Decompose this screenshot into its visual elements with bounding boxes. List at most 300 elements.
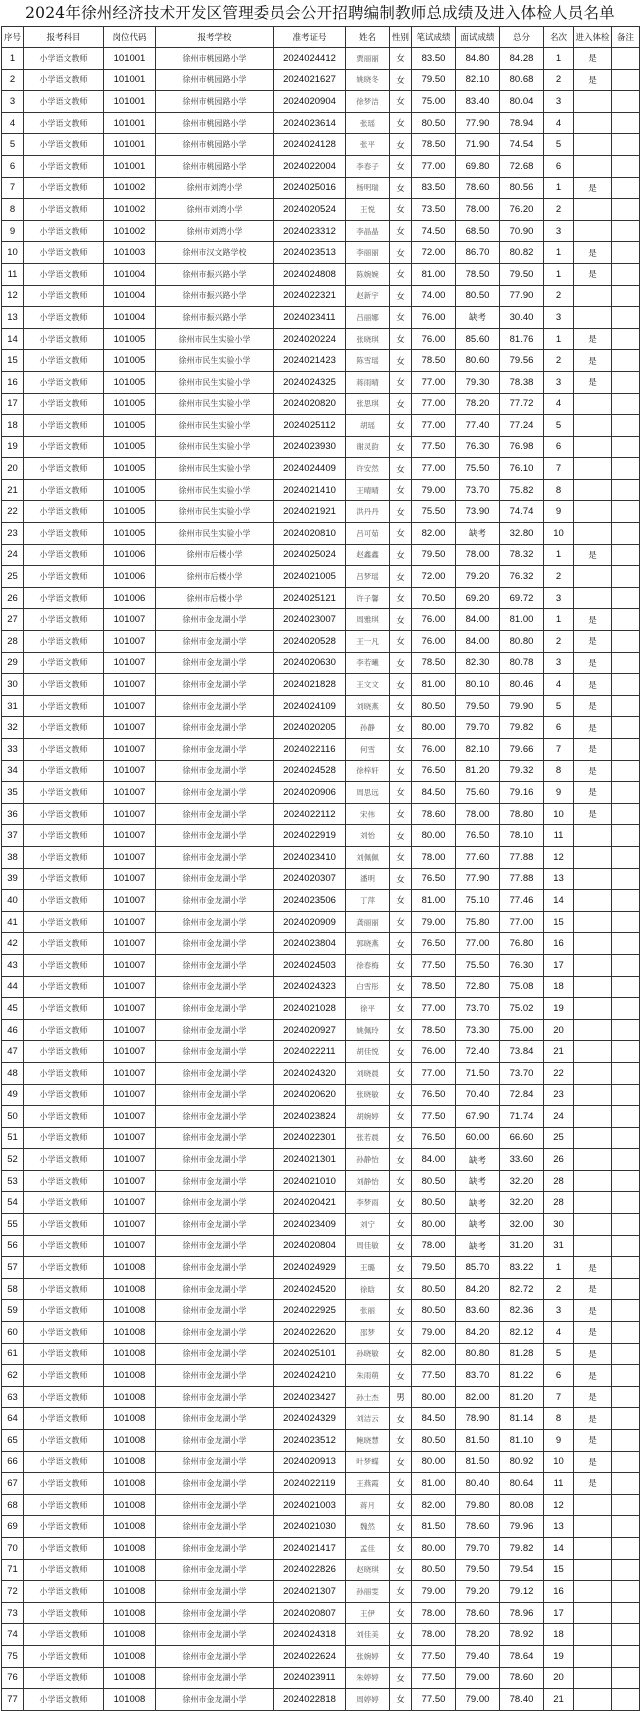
cell-seq: 32 bbox=[2, 717, 24, 739]
cell-physical-exam: 是 bbox=[574, 371, 612, 393]
cell-written-score: 76.00 bbox=[412, 739, 456, 761]
cell-written-score: 73.50 bbox=[412, 199, 456, 221]
cell-physical-exam bbox=[574, 846, 612, 868]
cell-written-score: 76.50 bbox=[412, 760, 456, 782]
cell-interview-score: 79.40 bbox=[456, 1645, 500, 1667]
cell-gender: 女 bbox=[390, 1084, 412, 1106]
cell-rank: 1 bbox=[544, 1257, 574, 1279]
cell-post-code: 101005 bbox=[104, 350, 156, 372]
cell-rank: 24 bbox=[544, 1106, 574, 1128]
cell-name: 刘晓晨 bbox=[346, 1062, 390, 1084]
table-row bbox=[2, 566, 640, 588]
cell-physical-exam bbox=[574, 825, 612, 847]
cell-remark bbox=[612, 695, 640, 717]
cell-written-score: 70.50 bbox=[412, 587, 456, 609]
cell-remark bbox=[612, 523, 640, 545]
cell-remark bbox=[612, 1084, 640, 1106]
cell-total-score: 32.20 bbox=[500, 1192, 544, 1214]
table-row bbox=[2, 307, 640, 329]
cell-school: 徐州市金龙湖小学 bbox=[156, 1084, 274, 1106]
cell-rank: 17 bbox=[544, 1602, 574, 1624]
cell-physical-exam bbox=[574, 1516, 612, 1538]
cell-physical-exam bbox=[574, 285, 612, 307]
cell-school: 徐州市桃园路小学 bbox=[156, 48, 274, 70]
cell-remark bbox=[612, 350, 640, 372]
cell-school: 徐州市金龙湖小学 bbox=[156, 1106, 274, 1128]
cell-total-score: 80.68 bbox=[500, 69, 544, 91]
cell-post-code: 101005 bbox=[104, 523, 156, 545]
cell-exam-id: 2024023911 bbox=[274, 1667, 346, 1689]
cell-subject: 小学语文教师 bbox=[24, 155, 104, 177]
cell-total-score: 78.96 bbox=[500, 1602, 544, 1624]
cell-seq: 24 bbox=[2, 544, 24, 566]
table-row bbox=[2, 1559, 640, 1581]
cell-exam-id: 2024022818 bbox=[274, 1689, 346, 1711]
table-row bbox=[2, 674, 640, 696]
cell-rank: 17 bbox=[544, 954, 574, 976]
cell-subject: 小学语文教师 bbox=[24, 911, 104, 933]
cell-exam-id: 2024024929 bbox=[274, 1257, 346, 1279]
cell-physical-exam bbox=[574, 1084, 612, 1106]
cell-name: 王悦 bbox=[346, 199, 390, 221]
cell-school: 徐州市桃园路小学 bbox=[156, 155, 274, 177]
cell-interview-score: 73.70 bbox=[456, 479, 500, 501]
cell-rank: 2 bbox=[544, 631, 574, 653]
cell-gender: 女 bbox=[390, 976, 412, 998]
cell-subject: 小学语文教师 bbox=[24, 1257, 104, 1279]
cell-total-score: 79.50 bbox=[500, 263, 544, 285]
cell-written-score: 77.50 bbox=[412, 1365, 456, 1387]
cell-remark bbox=[612, 1559, 640, 1581]
cell-physical-exam: 是 bbox=[574, 242, 612, 264]
cell-total-score: 73.70 bbox=[500, 1062, 544, 1084]
cell-rank: 5 bbox=[544, 695, 574, 717]
cell-subject: 小学语文教师 bbox=[24, 1537, 104, 1559]
cell-seq: 70 bbox=[2, 1537, 24, 1559]
cell-seq: 30 bbox=[2, 674, 24, 696]
cell-written-score: 78.50 bbox=[412, 976, 456, 998]
cell-post-code: 101007 bbox=[104, 1084, 156, 1106]
cell-rank: 19 bbox=[544, 1645, 574, 1667]
cell-remark bbox=[612, 1624, 640, 1646]
cell-seq: 15 bbox=[2, 350, 24, 372]
table-row bbox=[2, 933, 640, 955]
cell-total-score: 84.28 bbox=[500, 48, 544, 70]
cell-name: 张若晨 bbox=[346, 1127, 390, 1149]
cell-written-score: 80.00 bbox=[412, 825, 456, 847]
cell-written-score: 76.50 bbox=[412, 1127, 456, 1149]
table-row bbox=[2, 1624, 640, 1646]
cell-seq: 34 bbox=[2, 760, 24, 782]
cell-written-score: 81.00 bbox=[412, 890, 456, 912]
cell-total-score: 79.16 bbox=[500, 782, 544, 804]
table-row bbox=[2, 825, 640, 847]
cell-subject: 小学语文教师 bbox=[24, 1041, 104, 1063]
cell-physical-exam bbox=[574, 1667, 612, 1689]
table-row bbox=[2, 1300, 640, 1322]
cell-post-code: 101008 bbox=[104, 1386, 156, 1408]
cell-gender: 女 bbox=[390, 91, 412, 113]
cell-subject: 小学语文教师 bbox=[24, 1322, 104, 1344]
cell-rank: 13 bbox=[544, 1516, 574, 1538]
cell-written-score: 78.50 bbox=[412, 652, 456, 674]
cell-seq: 67 bbox=[2, 1473, 24, 1495]
cell-exam-id: 2024023312 bbox=[274, 220, 346, 242]
cell-total-score: 80.92 bbox=[500, 1451, 544, 1473]
cell-seq: 69 bbox=[2, 1516, 24, 1538]
cell-exam-id: 2024024503 bbox=[274, 954, 346, 976]
cell-written-score: 83.50 bbox=[412, 48, 456, 70]
cell-remark bbox=[612, 134, 640, 156]
cell-exam-id: 2024021828 bbox=[274, 674, 346, 696]
cell-gender: 女 bbox=[390, 587, 412, 609]
cell-rank: 26 bbox=[544, 1149, 574, 1171]
cell-total-score: 76.10 bbox=[500, 458, 544, 480]
cell-total-score: 80.46 bbox=[500, 674, 544, 696]
cell-post-code: 101007 bbox=[104, 803, 156, 825]
cell-post-code: 101007 bbox=[104, 782, 156, 804]
cell-post-code: 101006 bbox=[104, 587, 156, 609]
cell-name: 李梦雨 bbox=[346, 1192, 390, 1214]
cell-total-score: 78.60 bbox=[500, 1667, 544, 1689]
cell-seq: 2 bbox=[2, 69, 24, 91]
cell-seq: 55 bbox=[2, 1214, 24, 1236]
table-row bbox=[2, 1343, 640, 1365]
cell-interview-score: 60.00 bbox=[456, 1127, 500, 1149]
cell-physical-exam bbox=[574, 1170, 612, 1192]
cell-physical-exam bbox=[574, 954, 612, 976]
cell-physical-exam: 是 bbox=[574, 1451, 612, 1473]
cell-remark bbox=[612, 609, 640, 631]
cell-exam-id: 2024024109 bbox=[274, 695, 346, 717]
cell-interview-score: 72.40 bbox=[456, 1041, 500, 1063]
cell-school: 徐州市金龙湖小学 bbox=[156, 1430, 274, 1452]
cell-post-code: 101007 bbox=[104, 739, 156, 761]
cell-subject: 小学语文教师 bbox=[24, 501, 104, 523]
cell-physical-exam bbox=[574, 436, 612, 458]
cell-rank: 3 bbox=[544, 307, 574, 329]
cell-gender: 女 bbox=[390, 1343, 412, 1365]
cell-written-score: 77.00 bbox=[412, 415, 456, 437]
cell-rank: 10 bbox=[544, 523, 574, 545]
table-row bbox=[2, 523, 640, 545]
cell-written-score: 78.50 bbox=[412, 1019, 456, 1041]
column-header-remark: 备注 bbox=[612, 27, 640, 48]
cell-total-score: 80.80 bbox=[500, 631, 544, 653]
cell-rank: 3 bbox=[544, 91, 574, 113]
cell-school: 徐州市金龙湖小学 bbox=[156, 739, 274, 761]
cell-gender: 女 bbox=[390, 674, 412, 696]
cell-seq: 3 bbox=[2, 91, 24, 113]
cell-gender: 女 bbox=[390, 1645, 412, 1667]
table-row bbox=[2, 976, 640, 998]
cell-gender: 女 bbox=[390, 652, 412, 674]
cell-gender: 女 bbox=[390, 112, 412, 134]
cell-school: 徐州市金龙湖小学 bbox=[156, 1473, 274, 1495]
cell-written-score: 76.00 bbox=[412, 307, 456, 329]
cell-remark bbox=[612, 1365, 640, 1387]
cell-physical-exam: 是 bbox=[574, 1343, 612, 1365]
cell-exam-id: 2024020224 bbox=[274, 328, 346, 350]
table-row bbox=[2, 631, 640, 653]
cell-seq: 52 bbox=[2, 1149, 24, 1171]
cell-interview-score: 77.40 bbox=[456, 415, 500, 437]
cell-name: 杨明瑞 bbox=[346, 177, 390, 199]
cell-total-score: 72.68 bbox=[500, 155, 544, 177]
cell-interview-score: 69.20 bbox=[456, 587, 500, 609]
cell-physical-exam bbox=[574, 199, 612, 221]
table-row bbox=[2, 177, 640, 199]
cell-exam-id: 2024022624 bbox=[274, 1645, 346, 1667]
cell-interview-score: 77.60 bbox=[456, 846, 500, 868]
cell-subject: 小学语文教师 bbox=[24, 1494, 104, 1516]
cell-post-code: 101007 bbox=[104, 825, 156, 847]
cell-school: 徐州市刘湾小学 bbox=[156, 177, 274, 199]
cell-rank: 7 bbox=[544, 458, 574, 480]
cell-seq: 8 bbox=[2, 199, 24, 221]
table-row bbox=[2, 609, 640, 631]
cell-subject: 小学语文教师 bbox=[24, 1365, 104, 1387]
cell-rank: 7 bbox=[544, 739, 574, 761]
cell-remark bbox=[612, 1041, 640, 1063]
cell-post-code: 101001 bbox=[104, 69, 156, 91]
cell-total-score: 81.28 bbox=[500, 1343, 544, 1365]
cell-remark bbox=[612, 1667, 640, 1689]
cell-written-score: 78.60 bbox=[412, 803, 456, 825]
cell-gender: 女 bbox=[390, 631, 412, 653]
cell-physical-exam bbox=[574, 1106, 612, 1128]
table-row bbox=[2, 1473, 640, 1495]
cell-written-score: 80.00 bbox=[412, 1537, 456, 1559]
cell-physical-exam bbox=[574, 155, 612, 177]
cell-school: 徐州市金龙湖小学 bbox=[156, 868, 274, 890]
table-row bbox=[2, 1170, 640, 1192]
cell-interview-score: 84.20 bbox=[456, 1322, 500, 1344]
cell-written-score: 81.00 bbox=[412, 263, 456, 285]
cell-post-code: 101005 bbox=[104, 328, 156, 350]
cell-seq: 29 bbox=[2, 652, 24, 674]
cell-interview-score: 缺考 bbox=[456, 1214, 500, 1236]
cell-total-score: 71.74 bbox=[500, 1106, 544, 1128]
cell-total-score: 77.88 bbox=[500, 868, 544, 890]
cell-school: 徐州市金龙湖小学 bbox=[156, 1494, 274, 1516]
cell-gender: 女 bbox=[390, 998, 412, 1020]
cell-school: 徐州市桃园路小学 bbox=[156, 69, 274, 91]
cell-school: 徐州市后楼小学 bbox=[156, 566, 274, 588]
cell-post-code: 101006 bbox=[104, 566, 156, 588]
table-row bbox=[2, 1451, 640, 1473]
cell-gender: 女 bbox=[390, 544, 412, 566]
cell-gender: 女 bbox=[390, 1019, 412, 1041]
cell-physical-exam bbox=[574, 911, 612, 933]
cell-remark bbox=[612, 393, 640, 415]
cell-interview-score: 75.10 bbox=[456, 890, 500, 912]
cell-gender: 女 bbox=[390, 1214, 412, 1236]
cell-name: 蒋月 bbox=[346, 1494, 390, 1516]
cell-gender: 女 bbox=[390, 954, 412, 976]
cell-exam-id: 2024022004 bbox=[274, 155, 346, 177]
cell-rank: 10 bbox=[544, 1451, 574, 1473]
cell-subject: 小学语文教师 bbox=[24, 1127, 104, 1149]
cell-gender: 女 bbox=[390, 566, 412, 588]
cell-exam-id: 2024023513 bbox=[274, 242, 346, 264]
cell-total-score: 81.22 bbox=[500, 1365, 544, 1387]
cell-rank: 20 bbox=[544, 1019, 574, 1041]
cell-rank: 19 bbox=[544, 998, 574, 1020]
cell-physical-exam bbox=[574, 393, 612, 415]
cell-school: 徐州市金龙湖小学 bbox=[156, 782, 274, 804]
cell-subject: 小学语文教师 bbox=[24, 544, 104, 566]
cell-physical-exam bbox=[574, 1581, 612, 1603]
cell-written-score: 81.50 bbox=[412, 1516, 456, 1538]
cell-physical-exam bbox=[574, 1494, 612, 1516]
cell-rank: 1 bbox=[544, 48, 574, 70]
cell-physical-exam bbox=[574, 1645, 612, 1667]
cell-total-score: 77.88 bbox=[500, 846, 544, 868]
cell-name: 姚佩玲 bbox=[346, 1019, 390, 1041]
cell-post-code: 101002 bbox=[104, 220, 156, 242]
cell-physical-exam bbox=[574, 523, 612, 545]
cell-written-score: 74.50 bbox=[412, 220, 456, 242]
cell-school: 徐州市金龙湖小学 bbox=[156, 976, 274, 998]
cell-gender: 女 bbox=[390, 458, 412, 480]
cell-interview-score: 78.60 bbox=[456, 177, 500, 199]
cell-remark bbox=[612, 652, 640, 674]
cell-school: 徐州市金龙湖小学 bbox=[156, 1170, 274, 1192]
cell-written-score: 76.00 bbox=[412, 328, 456, 350]
cell-school: 徐州市桃园路小学 bbox=[156, 134, 274, 156]
cell-subject: 小学语文教师 bbox=[24, 1235, 104, 1257]
cell-exam-id: 2024021028 bbox=[274, 998, 346, 1020]
cell-school: 徐州市民生实验小学 bbox=[156, 415, 274, 437]
cell-interview-score: 75.50 bbox=[456, 458, 500, 480]
cell-written-score: 84.00 bbox=[412, 1149, 456, 1171]
cell-name: 刘佳美 bbox=[346, 1624, 390, 1646]
cell-total-score: 75.02 bbox=[500, 998, 544, 1020]
table-row bbox=[2, 890, 640, 912]
cell-subject: 小学语文教师 bbox=[24, 177, 104, 199]
cell-interview-score: 78.00 bbox=[456, 544, 500, 566]
cell-seq: 39 bbox=[2, 868, 24, 890]
cell-name: 胡佳悦 bbox=[346, 1041, 390, 1063]
cell-written-score: 80.00 bbox=[412, 1386, 456, 1408]
cell-interview-score: 缺考 bbox=[456, 1149, 500, 1171]
cell-name: 张平 bbox=[346, 134, 390, 156]
cell-name: 许子馨 bbox=[346, 587, 390, 609]
cell-remark bbox=[612, 220, 640, 242]
cell-school: 徐州市桃园路小学 bbox=[156, 91, 274, 113]
cell-written-score: 78.00 bbox=[412, 1602, 456, 1624]
cell-school: 徐州市金龙湖小学 bbox=[156, 1624, 274, 1646]
cell-remark bbox=[612, 371, 640, 393]
cell-written-score: 80.50 bbox=[412, 1300, 456, 1322]
cell-rank: 8 bbox=[544, 479, 574, 501]
cell-gender: 女 bbox=[390, 177, 412, 199]
cell-seq: 61 bbox=[2, 1343, 24, 1365]
cell-gender: 女 bbox=[390, 911, 412, 933]
cell-seq: 5 bbox=[2, 134, 24, 156]
cell-rank: 4 bbox=[544, 674, 574, 696]
cell-school: 徐州市金龙湖小学 bbox=[156, 1149, 274, 1171]
cell-gender: 女 bbox=[390, 1235, 412, 1257]
cell-name: 徐梦洁 bbox=[346, 91, 390, 113]
cell-gender: 女 bbox=[390, 134, 412, 156]
cell-remark bbox=[612, 69, 640, 91]
table-row bbox=[2, 285, 640, 307]
cell-gender: 女 bbox=[390, 155, 412, 177]
cell-subject: 小学语文教师 bbox=[24, 242, 104, 264]
cell-rank: 21 bbox=[544, 1041, 574, 1063]
cell-post-code: 101007 bbox=[104, 954, 156, 976]
cell-subject: 小学语文教师 bbox=[24, 1451, 104, 1473]
cell-post-code: 101008 bbox=[104, 1516, 156, 1538]
cell-seq: 73 bbox=[2, 1602, 24, 1624]
cell-subject: 小学语文教师 bbox=[24, 674, 104, 696]
cell-total-score: 78.64 bbox=[500, 1645, 544, 1667]
cell-interview-score: 79.00 bbox=[456, 1689, 500, 1711]
cell-written-score: 80.00 bbox=[412, 1451, 456, 1473]
cell-rank: 2 bbox=[544, 1278, 574, 1300]
cell-remark bbox=[612, 1494, 640, 1516]
cell-written-score: 79.00 bbox=[412, 1581, 456, 1603]
cell-exam-id: 2024020528 bbox=[274, 631, 346, 653]
cell-gender: 女 bbox=[390, 479, 412, 501]
table-row bbox=[2, 69, 640, 91]
cell-school: 徐州市金龙湖小学 bbox=[156, 1386, 274, 1408]
cell-post-code: 101001 bbox=[104, 112, 156, 134]
cell-total-score: 77.90 bbox=[500, 285, 544, 307]
table-row bbox=[2, 350, 640, 372]
cell-name: 刘佩佩 bbox=[346, 846, 390, 868]
cell-name: 张思琪 bbox=[346, 393, 390, 415]
cell-post-code: 101007 bbox=[104, 911, 156, 933]
cell-rank: 3 bbox=[544, 220, 574, 242]
cell-rank: 3 bbox=[544, 652, 574, 674]
cell-subject: 小学语文教师 bbox=[24, 1408, 104, 1430]
cell-name: 贾丽丽 bbox=[346, 48, 390, 70]
column-header-written-score: 笔试成绩 bbox=[412, 27, 456, 48]
cell-interview-score: 79.00 bbox=[456, 1667, 500, 1689]
cell-school: 徐州市金龙湖小学 bbox=[156, 1667, 274, 1689]
cell-remark bbox=[612, 1322, 640, 1344]
cell-exam-id: 2024024412 bbox=[274, 48, 346, 70]
cell-gender: 女 bbox=[390, 1062, 412, 1084]
cell-rank: 16 bbox=[544, 1581, 574, 1603]
cell-seq: 18 bbox=[2, 415, 24, 437]
cell-remark bbox=[612, 998, 640, 1020]
cell-exam-id: 2024020630 bbox=[274, 652, 346, 674]
cell-subject: 小学语文教师 bbox=[24, 1149, 104, 1171]
cell-total-score: 72.84 bbox=[500, 1084, 544, 1106]
cell-remark bbox=[612, 566, 640, 588]
cell-subject: 小学语文教师 bbox=[24, 220, 104, 242]
cell-total-score: 80.04 bbox=[500, 91, 544, 113]
cell-total-score: 80.08 bbox=[500, 1494, 544, 1516]
cell-physical-exam bbox=[574, 1537, 612, 1559]
cell-subject: 小学语文教师 bbox=[24, 91, 104, 113]
cell-subject: 小学语文教师 bbox=[24, 760, 104, 782]
cell-physical-exam: 是 bbox=[574, 1386, 612, 1408]
cell-name: 孙静 bbox=[346, 717, 390, 739]
cell-school: 徐州市民生实验小学 bbox=[156, 436, 274, 458]
cell-school: 徐州市民生实验小学 bbox=[156, 393, 274, 415]
cell-exam-id: 2024023930 bbox=[274, 436, 346, 458]
cell-total-score: 76.80 bbox=[500, 933, 544, 955]
cell-rank: 3 bbox=[544, 587, 574, 609]
table-row bbox=[2, 112, 640, 134]
cell-exam-id: 2024024318 bbox=[274, 1624, 346, 1646]
cell-seq: 10 bbox=[2, 242, 24, 264]
